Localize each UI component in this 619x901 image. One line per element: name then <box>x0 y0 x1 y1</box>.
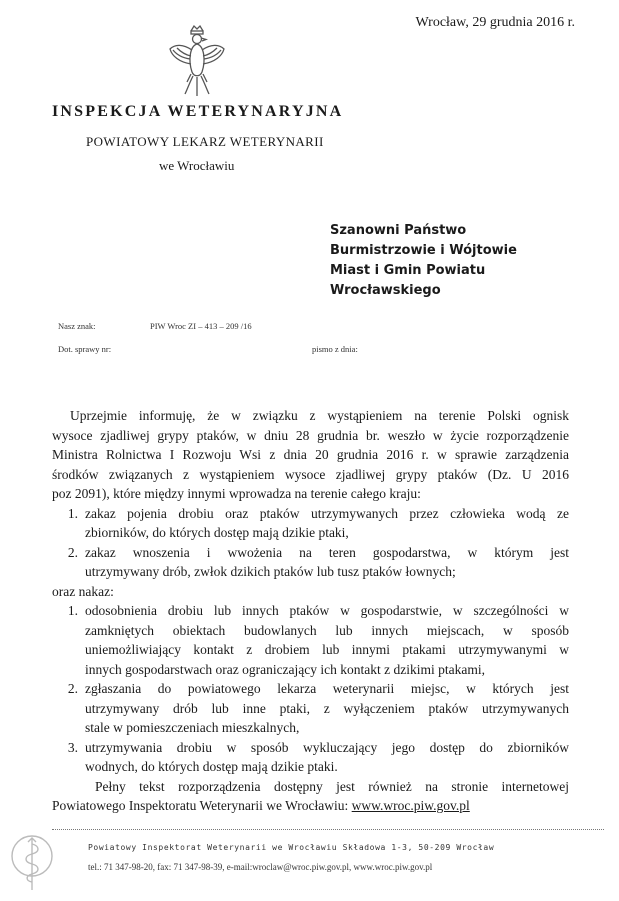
closing-text: Powiatowego Inspektoratu Weterynarii we Wrocławiu: <box>52 798 352 813</box>
closing-line-website <box>52 796 569 816</box>
institution-city: we Wrocławiu <box>159 158 235 173</box>
list-item-line: utrzymywania drobiu w sposób wykluczający jego dostęp do zbiorników <box>85 739 569 755</box>
intro-line: Uprzejmie informuję, że w związku z wystąpieniem na terenie Polski ognisk <box>70 408 569 423</box>
letter-date: Wrocław, 29 grudnia 2016 r. <box>415 15 575 30</box>
list-item-line: stale w pomieszczeniach mieszkalnych, <box>85 720 300 735</box>
list-number: 2. <box>67 681 78 696</box>
footer-contact: tel.: 71 347-98-20, fax: 71 347-98-39, e-mail:wroclaw@wroc.piw.gov.pl, www.wroc.piw.gov.pl <box>88 862 433 872</box>
our-reference-value: PIW Wroc ZI – 413 – 209 /16 <box>150 321 252 331</box>
order-list-item <box>52 679 569 738</box>
recipient-line: Miast i Gmin Powiatu <box>330 263 486 278</box>
list-item-line: uniemożliwiający kontakt z drobiem lub innymi ptakami utrzymywanymi w <box>85 642 569 657</box>
website-link[interactable]: www.wroc.piw.gov.pl <box>351 798 470 813</box>
list-item-line: odosobnienia drobiu lub innych ptaków w gospodarstwie, w szczególności w <box>85 603 569 618</box>
institution-subtitle: POWIATOWY LEKARZ WETERYNARII <box>86 134 324 149</box>
list-item-line: zgłaszania do powiatowego lekarza weterynarii miejsc, w których jest <box>85 681 569 696</box>
our-reference-label: Nasz znak: <box>58 321 96 331</box>
list-item-line: innych gospodarstwach oraz ograniczający ich kontakt z dzikimi ptakami, <box>85 661 485 677</box>
closing-line: Pełny tekst rozporządzenia dostępny jest również na stronie internetowej <box>95 778 569 794</box>
intro-line: poz 2091), które między innymi wprowadza na terenie całego kraju: <box>52 486 421 501</box>
case-number-label: Dot. sprawy nr: <box>58 344 112 354</box>
list-number: 2. <box>67 544 78 560</box>
ban-list-item <box>52 543 569 582</box>
letter-body <box>52 406 569 816</box>
institution-name: INSPEKCJA WETERYNARYJNA <box>52 103 344 120</box>
list-number: 1. <box>67 603 78 618</box>
footer-organization: Powiatowy Inspektorat Weterynarii we Wrocławiu Składowa 1-3, 50-209 Wrocław <box>88 843 495 852</box>
footer-divider <box>52 829 604 830</box>
ban-list-item <box>52 504 569 543</box>
polish-eagle-emblem-icon <box>165 22 229 98</box>
list-item-line: zbiorników, do których dostęp mają dzikie ptaki, <box>85 525 349 540</box>
list-item-line: utrzymywany drób, zwłok dzikich ptaków lub tusz ptaków łownych; <box>85 564 456 579</box>
list-number: 1. <box>67 505 78 521</box>
letter-date-label: pismo z dnia: <box>312 344 358 354</box>
order-label: oraz nakaz: <box>52 583 114 599</box>
recipient-line: Wrocławskiego <box>330 283 441 298</box>
intro-line: wysoce zjadliwej grypy ptaków, w dniu 28 grudnia br. weszło w życie rozporządzenie <box>52 427 569 443</box>
veterinary-caduceus-logo-icon <box>8 832 56 894</box>
recipient-block <box>330 221 517 301</box>
list-item-line: wodnych, do których dostęp mają dzikie ptaki. <box>85 759 338 774</box>
list-item-line: zakaz pojenia drobiu oraz ptaków utrzymywanych przez człowieka wodą ze <box>85 505 569 521</box>
intro-line: Ministra Rolnictwa I Rozwoju Wsi z dnia 20 grudnia 2016 r. w sprawie zarządzenia <box>52 447 569 462</box>
list-item-line: zamkniętych obiektach budowlanych lub innych miejscach, w sposób <box>85 622 569 638</box>
list-number: 3. <box>67 739 78 755</box>
order-list-item <box>52 601 569 679</box>
list-item-line: zakaz wnoszenia i wwożenia na teren gospodarstwa, w którym jest <box>85 544 569 560</box>
recipient-line: Burmistrzowie i Wójtowie <box>330 243 517 258</box>
list-item-line: utrzymywany drób lub inne ptaki, z wyłączeniem ptaków utrzymywanych <box>85 700 569 716</box>
order-list-item <box>52 738 569 777</box>
intro-line: środków związanych z wystąpieniem wysoce zjadliwej grypy ptaków (Dz. U 2016 <box>52 466 569 482</box>
recipient-line: Szanowni Państwo <box>330 223 467 238</box>
